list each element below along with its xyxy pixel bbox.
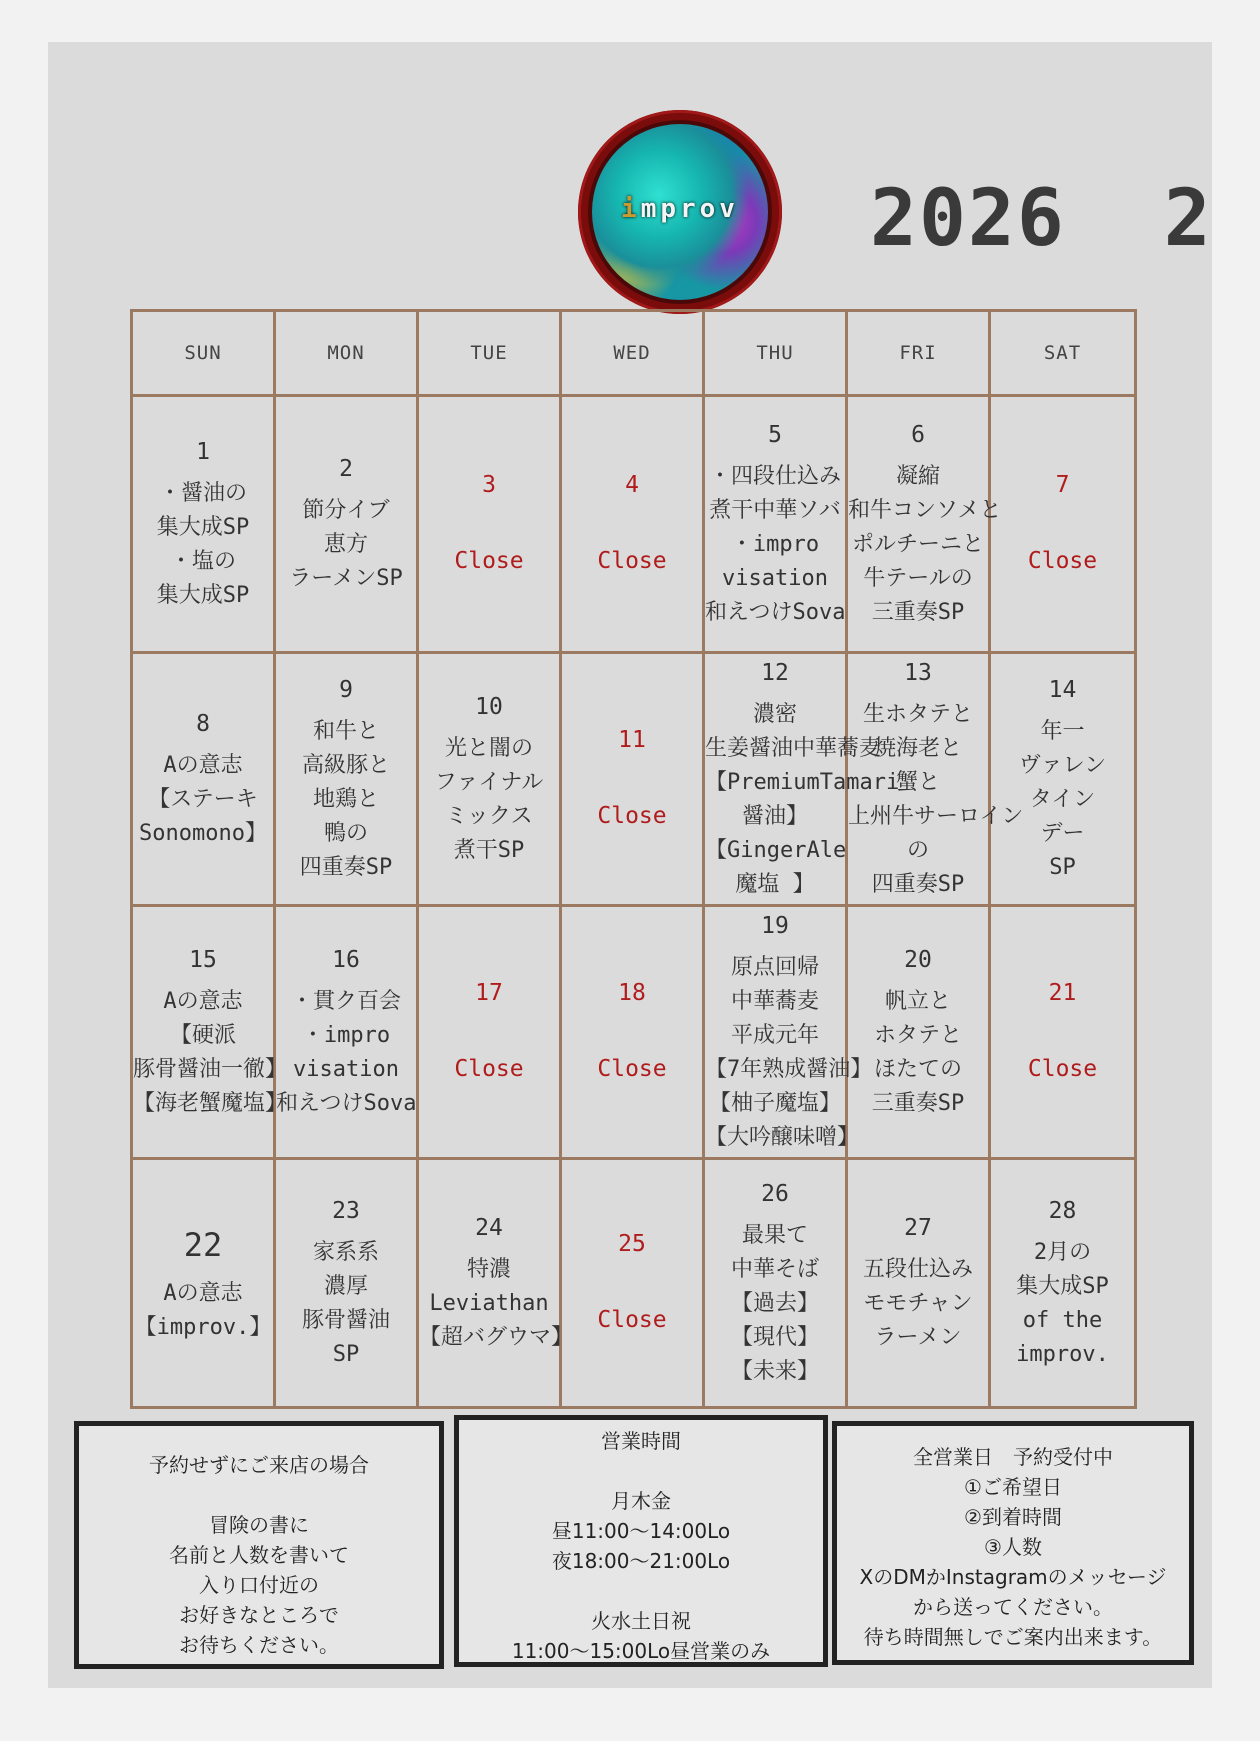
day-number: 21 <box>1048 980 1077 1007</box>
menu-line: ほたての <box>873 1056 962 1082</box>
info-line: 昼11:00～14:00Lo <box>551 1519 731 1543</box>
closed-label: Close <box>597 1307 667 1333</box>
day-cell-16 <box>275 906 418 1159</box>
menu-line: 【ステーキ <box>148 786 258 812</box>
menu-line: ・貫ク百会 <box>290 988 401 1014</box>
weekday-wed: WED <box>561 311 704 396</box>
menu-line: of the <box>1022 1307 1103 1333</box>
menu-text <box>133 477 273 613</box>
menu-line: 五段仕込み <box>862 1256 973 1282</box>
day-number: 20 <box>904 946 932 973</box>
menu-line: Aの意志 <box>163 1280 243 1306</box>
menu-line: 高級豚と <box>301 752 390 778</box>
day-number: 24 <box>475 1215 503 1242</box>
menu-line: 【GingerAle <box>705 837 847 863</box>
menu-text <box>848 460 1002 630</box>
info-line: ①ご希望日 <box>964 1475 1062 1499</box>
day-number: 5 <box>768 421 782 448</box>
day-cell-19 <box>704 906 873 1159</box>
day-cell-7 <box>990 396 1136 653</box>
day-cell-10 <box>418 653 561 906</box>
day-cell-6 <box>847 396 1002 653</box>
menu-line: 平成元年 <box>730 1022 819 1048</box>
weekday-mon: MON <box>275 311 418 396</box>
info-line: 火水土日祝 <box>591 1609 691 1633</box>
closed-label: Close <box>597 548 667 574</box>
logo-text-rest: mprov <box>640 194 739 224</box>
menu-line: 和えつけSova <box>705 599 846 625</box>
info-line: 営業時間 <box>601 1429 681 1453</box>
day-cell-20 <box>847 906 990 1159</box>
menu-line: SP <box>1049 854 1076 880</box>
day-cell-2 <box>275 396 418 653</box>
menu-line: ・塩の <box>169 548 236 574</box>
weekday-tue: TUE <box>418 311 561 396</box>
menu-line: 【improv.】 <box>134 1314 272 1340</box>
menu-text <box>705 698 900 903</box>
menu-line: 集大成SP <box>156 514 250 540</box>
menu-line: 【現代】 <box>730 1324 819 1350</box>
menu-line: 和牛コンソメと <box>848 497 1002 523</box>
menu-line: 三重奏SP <box>871 599 965 625</box>
menu-line: ラーメン <box>874 1324 962 1350</box>
menu-line: 生姜醤油中華蕎麦 <box>705 735 882 761</box>
week-row-4 <box>132 1159 1136 1408</box>
day-number: 10 <box>475 693 503 720</box>
day-cell-1 <box>132 396 275 653</box>
menu-line: ファイナル <box>434 769 544 795</box>
weekday-fri: FRI <box>847 311 990 396</box>
menu-line: 【PremiumTamari <box>705 769 900 795</box>
day-number: 4 <box>625 472 639 499</box>
menu-text <box>276 494 416 596</box>
menu-line: 帆立と <box>884 988 951 1014</box>
menu-line: 煮干中華ソバ <box>709 497 841 523</box>
menu-line: ミックス <box>445 803 533 829</box>
day-cell-9 <box>275 653 418 906</box>
weekday-header-row <box>132 311 1136 396</box>
menu-text <box>276 715 416 885</box>
menu-line: 中華そば <box>730 1256 819 1282</box>
menu-line: 生ホタテと <box>862 701 973 727</box>
menu-line: Aの意志 <box>163 752 243 778</box>
menu-text <box>419 1253 574 1355</box>
menu-line: 原点回帰 <box>730 954 819 980</box>
day-number: 6 <box>911 421 925 448</box>
logo-text-first: i <box>621 194 641 224</box>
menu-line: 和牛と <box>312 718 379 744</box>
day-cell-15 <box>132 906 288 1159</box>
month: 2 <box>1163 174 1213 264</box>
menu-line: 醤油】 <box>741 803 808 829</box>
closed-label: Close <box>1027 1056 1098 1082</box>
day-number: 23 <box>332 1197 360 1224</box>
info-line: 入り口付近の <box>199 1573 319 1597</box>
menu-line: Aの意志 <box>163 988 243 1014</box>
menu-text <box>133 749 273 851</box>
day-number: 28 <box>1048 1197 1077 1224</box>
menu-line: 豚骨醤油一徹】 <box>133 1056 288 1082</box>
menu-line: ヴァレン <box>1018 752 1107 778</box>
day-number: 27 <box>904 1215 932 1242</box>
menu-text <box>133 1277 273 1345</box>
menu-line: improv. <box>1016 1341 1109 1367</box>
menu-line: 濃厚 <box>323 1273 368 1299</box>
info-line: 夜18:00～21:00Lo <box>551 1549 731 1573</box>
menu-text <box>705 1219 845 1389</box>
day-cell-22 <box>132 1159 275 1408</box>
day-cell-17 <box>418 906 561 1159</box>
day-number: 2 <box>339 456 353 483</box>
menu-line: 地鶏と <box>312 786 379 812</box>
menu-text <box>991 1236 1134 1372</box>
year-month-title <box>870 174 1213 264</box>
menu-line: 【超バグウマ】 <box>419 1324 574 1350</box>
menu-line: 【硬派 <box>169 1022 236 1048</box>
menu-line: ホタテと <box>873 1022 962 1048</box>
menu-line: ・醤油の <box>158 480 247 506</box>
menu-text <box>848 985 988 1121</box>
menu-text <box>133 985 288 1121</box>
menu-line: 集大成SP <box>1016 1273 1109 1299</box>
info-line <box>459 1456 823 1486</box>
menu-line: 節分イブ <box>302 497 390 523</box>
logo-text <box>592 194 768 224</box>
day-cell-18 <box>561 906 704 1159</box>
info-line: お好きなところで <box>179 1603 339 1627</box>
info-line: 予約せずにご来店の場合 <box>149 1453 369 1477</box>
menu-line: ・impro <box>730 531 820 557</box>
improv-logo <box>578 110 782 314</box>
menu-line: SP <box>332 1341 360 1367</box>
menu-line: visation <box>293 1056 399 1082</box>
day-cell-11 <box>561 653 704 906</box>
info-line: 全営業日 予約受付中 <box>913 1445 1113 1469</box>
day-number: 14 <box>1048 676 1077 703</box>
menu-line: ・impro <box>301 1022 391 1048</box>
info-line: 待ち時間無しでご案内出来ます。 <box>863 1625 1163 1649</box>
day-cell-26 <box>704 1159 847 1408</box>
day-number: 13 <box>904 659 932 686</box>
menu-line: モモチャン <box>863 1290 973 1316</box>
menu-line: 【過去】 <box>730 1290 819 1316</box>
day-number: 18 <box>618 980 646 1007</box>
menu-line: デー <box>1040 820 1085 846</box>
menu-text <box>991 715 1134 885</box>
day-cell-3 <box>418 396 561 653</box>
info-line: 11:00～15:00Lo昼営業のみ <box>511 1639 771 1663</box>
menu-line: visation <box>722 565 828 591</box>
day-number: 11 <box>618 727 646 754</box>
menu-line: 牛テールの <box>863 565 973 591</box>
weekday-thu: THU <box>704 311 847 396</box>
menu-text <box>276 1236 416 1372</box>
menu-line: 鴨の <box>323 820 368 846</box>
day-cell-4 <box>561 396 704 653</box>
menu-line: 年一 <box>1040 718 1085 744</box>
menu-line: 濃密 <box>752 701 797 727</box>
menu-line: ラーメンSP <box>289 565 403 591</box>
day-number: 17 <box>475 980 503 1007</box>
day-cell-25 <box>561 1159 704 1408</box>
menu-line: 【7年熟成醤油】 <box>705 1056 873 1082</box>
day-number: 8 <box>196 711 210 738</box>
menu-line: タイン <box>1029 786 1096 812</box>
menu-line: 家系系 <box>312 1239 379 1265</box>
menu-line: の <box>906 837 929 863</box>
info-line <box>459 1576 823 1606</box>
menu-line: 【未来】 <box>730 1358 819 1384</box>
day-cell-21 <box>990 906 1136 1159</box>
menu-line: 四重奏SP <box>299 854 393 880</box>
closed-label: Close <box>597 1056 667 1082</box>
menu-text <box>276 985 416 1121</box>
day-number: 16 <box>332 946 360 973</box>
menu-line: 【大吟醸味噌】 <box>705 1125 860 1150</box>
day-number: 25 <box>618 1231 646 1258</box>
menu-text <box>705 460 845 630</box>
day-number: 3 <box>482 472 496 499</box>
closed-label: Close <box>1027 548 1098 574</box>
calendar-grid <box>130 309 1137 1409</box>
day-cell-14 <box>990 653 1136 906</box>
day-number: 7 <box>1055 472 1070 499</box>
menu-line: 豚骨醤油 <box>301 1307 390 1333</box>
week-row-3 <box>132 906 1136 1159</box>
closed-label: Close <box>597 803 667 829</box>
day-cell-5 <box>704 396 847 653</box>
menu-line: 最果て <box>741 1222 808 1248</box>
walk-in-info-box <box>74 1421 444 1669</box>
year: 2026 <box>870 174 1066 264</box>
day-cell-28 <box>990 1159 1136 1408</box>
menu-text <box>705 951 873 1156</box>
day-number: 22 <box>183 1226 223 1265</box>
info-line: XのDMかInstagramのメッセージ <box>859 1565 1167 1589</box>
menu-line: ポルチーニと <box>851 531 984 557</box>
business-hours-box <box>454 1415 828 1667</box>
menu-line: 恵方 <box>323 531 368 557</box>
info-line: 冒険の書に <box>209 1513 309 1537</box>
menu-text <box>848 698 1024 903</box>
day-number: 26 <box>761 1180 789 1207</box>
day-cell-12 <box>704 653 900 906</box>
menu-line: 蟹と <box>895 769 940 795</box>
week-row-2 <box>132 653 1136 906</box>
day-number: 1 <box>196 438 210 465</box>
day-cell-24 <box>418 1159 574 1408</box>
menu-line: 2月の <box>1033 1239 1092 1265</box>
menu-line: 光と闇の <box>444 735 533 761</box>
menu-line: 煮干SP <box>453 837 525 863</box>
menu-line: 【海老蟹魔塩】 <box>133 1090 288 1116</box>
info-line: ③人数 <box>984 1535 1042 1559</box>
menu-line: 焼海老と <box>873 735 962 761</box>
day-cell-23 <box>275 1159 418 1408</box>
info-line: から送ってください。 <box>913 1595 1113 1619</box>
day-number: 19 <box>761 912 789 939</box>
week-row-1 <box>132 396 1136 653</box>
menu-line: 上州牛サーロイン <box>848 803 1024 829</box>
closed-label: Close <box>454 548 524 574</box>
menu-line: 三重奏SP <box>871 1090 965 1116</box>
weekday-sun: SUN <box>132 311 275 396</box>
menu-line: 凝縮 <box>895 463 940 489</box>
info-line: 月木金 <box>611 1489 671 1513</box>
info-line: ②到着時間 <box>964 1505 1062 1529</box>
info-line: お待ちください。 <box>179 1633 339 1657</box>
day-number: 15 <box>189 946 217 973</box>
day-number: 12 <box>761 659 789 686</box>
reservation-info-box <box>832 1421 1194 1665</box>
menu-line: 魔塩 】 <box>735 872 815 897</box>
info-line <box>79 1480 439 1510</box>
menu-text <box>848 1253 988 1355</box>
logo-disc <box>592 124 768 300</box>
menu-line: 集大成SP <box>156 582 250 608</box>
menu-line: 【柚子魔塩】 <box>708 1090 841 1116</box>
closed-label: Close <box>454 1056 524 1082</box>
menu-line: 四重奏SP <box>871 872 965 897</box>
menu-line: 特濃 <box>466 1256 511 1282</box>
menu-line: Sonomono】 <box>139 820 267 846</box>
menu-line: ・四段仕込み <box>708 463 841 489</box>
menu-line: 和えつけSova <box>276 1090 417 1116</box>
menu-line: Leviathan <box>429 1290 549 1316</box>
menu-text <box>419 732 559 868</box>
day-number: 9 <box>339 676 353 703</box>
menu-line: 中華蕎麦 <box>730 988 819 1014</box>
weekday-sat: SAT <box>990 311 1136 396</box>
info-line: 名前と人数を書いて <box>169 1543 349 1567</box>
day-cell-8 <box>132 653 275 906</box>
day-cell-27 <box>847 1159 990 1408</box>
